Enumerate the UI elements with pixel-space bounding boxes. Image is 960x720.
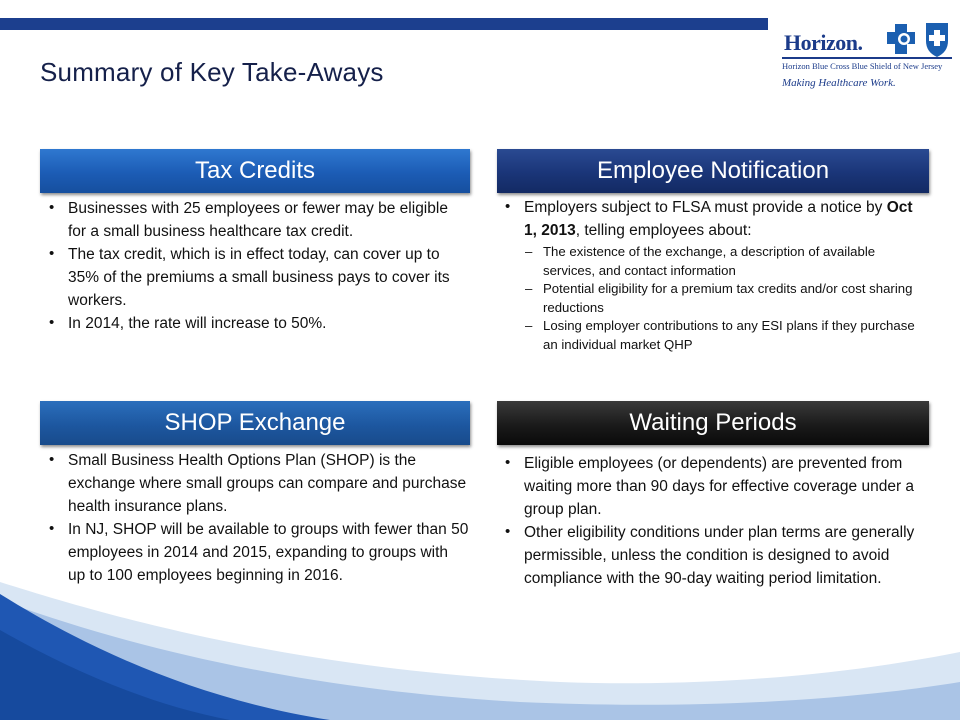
tax-credits-header	[40, 149, 470, 193]
employee-notification-subbullet: – Potential eligibility for a premium tax credits and/or cost sharing reductions	[524, 280, 925, 317]
page-title: Summary of Key Take-Aways	[40, 57, 384, 87]
tax-credits-header-label: Tax Credits	[194, 157, 316, 184]
blue-cross-blue-shield-icon	[886, 20, 956, 58]
tax-credits-bullet: • The tax credit, which is in effect today, can cover up to 35% of the premiums a small business pays to cover its workers.	[49, 243, 469, 312]
notification-lead-tail: , telling employees about:	[575, 222, 752, 239]
employee-notification-header-label: Employee Notification	[596, 157, 830, 184]
notification-lead-text: Employers subject to FLSA must provide a notice by	[524, 199, 887, 216]
employee-notification-header	[497, 149, 929, 193]
shop-exchange-header-label: SHOP Exchange	[164, 409, 346, 436]
logo-subtitle: Horizon Blue Cross Blue Shield of New Jersey	[782, 61, 943, 71]
shop-exchange-header	[40, 401, 470, 445]
employee-notification-subbullet: – The existence of the exchange, a description of available services, and contact information	[524, 243, 925, 280]
waiting-periods-header	[497, 401, 929, 445]
waiting-periods-bullet: • Other eligibility conditions under plan terms are generally permissible, unless the condition is designed to avoid compliance with the 90-day waiting period limitation.	[505, 521, 925, 590]
logo-tagline: Making Healthcare Work.	[782, 77, 896, 89]
shop-exchange-bullet: • In NJ, SHOP will be available to groups with fewer than 50 employees in 2014 and 2015, expanding to groups with up to 100 employees beginning in 2016.	[49, 518, 469, 587]
decorative-wave	[0, 560, 960, 720]
tax-credits-bullet: • Businesses with 25 employees or fewer may be eligible for a small business healthcare tax credit.	[49, 197, 469, 243]
waiting-periods-bullet: • Eligible employees (or dependents) are prevented from waiting more than 90 days for effective coverage under a group plan.	[505, 452, 925, 521]
horizon-logo	[768, 12, 960, 96]
logo-wordmark: Horizon.	[784, 30, 863, 55]
notification-deadline: Oct 1, 2013	[524, 199, 913, 239]
shop-exchange-bullet: • Small Business Health Options Plan (SHOP) is the exchange where small groups can compare and purchase health insurance plans.	[49, 449, 469, 518]
tax-credits-content	[49, 197, 469, 335]
employee-notification-content	[505, 196, 925, 354]
top-banner-bar	[0, 18, 768, 30]
tax-credits-bullet: • In 2014, the rate will increase to 50%.	[49, 312, 469, 335]
employee-notification-bullet	[505, 196, 925, 354]
employee-notification-subbullet: – Losing employer contributions to any ESI plans if they purchase an individual market QHP	[524, 317, 925, 354]
waiting-periods-header-label: Waiting Periods	[629, 409, 797, 436]
logo-divider	[782, 57, 952, 59]
